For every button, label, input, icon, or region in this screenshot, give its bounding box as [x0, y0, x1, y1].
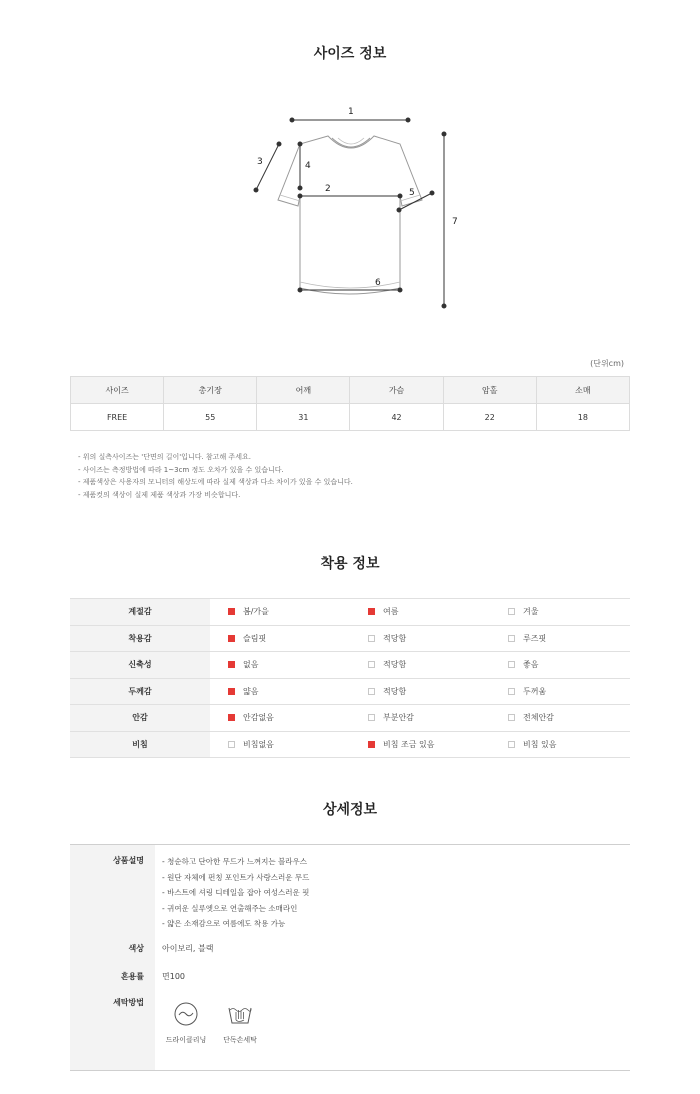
wear-option-label: 봄/가을: [243, 607, 269, 617]
measure-label-3: 3: [257, 157, 263, 167]
wear-option-cell: [350, 652, 490, 679]
list-item: - 청순하고 단아한 무드가 느껴지는 블라우스: [162, 857, 308, 866]
wear-option: [210, 686, 350, 697]
wear-option-cell: [490, 678, 630, 705]
unchecked-box-icon: [508, 608, 515, 615]
wear-info-table: [70, 598, 630, 758]
wear-option-cell: [210, 652, 350, 679]
list-item: - 얇은 소재감으로 여름에도 착용 가능: [162, 919, 286, 928]
wear-option-cell: [490, 705, 630, 732]
care-label: 세탁방법: [113, 998, 144, 1007]
color-value: 아이보리, 블랙: [162, 944, 214, 953]
wear-option-cell: [210, 625, 350, 652]
wear-option-label: 적당함: [383, 686, 407, 696]
wear-row-label: 비침: [70, 731, 210, 758]
size-table-header-row: [71, 377, 630, 404]
list-item: - 귀여운 실루엣으로 연출해주는 소매라인: [162, 903, 298, 913]
wear-option: [350, 739, 490, 750]
tshirt-collar-inner: [338, 138, 364, 144]
checked-box-icon: [368, 608, 375, 615]
size-cell: FREE: [71, 404, 164, 431]
wear-option-cell: [490, 599, 630, 626]
size-notes: [78, 451, 353, 501]
wear-info-title: 착용 정보: [320, 556, 380, 572]
measure-label-5: 5: [409, 188, 415, 198]
wear-option-cell: [490, 625, 630, 652]
size-cell: 42: [350, 404, 443, 431]
wear-option: [350, 659, 490, 670]
note-line: - 사이즈는 측정방법에 따라 1~3cm 정도 오차가 있을 수 있습니다.: [78, 465, 284, 474]
measure-label-1: 1: [348, 107, 354, 117]
wear-option: [210, 606, 350, 617]
size-header-armhole: 암홀: [443, 377, 536, 404]
size-cell: 18: [536, 404, 629, 431]
checked-box-icon: [228, 635, 235, 642]
wear-option-label: 적당함: [383, 633, 407, 643]
unit-label: (단위cm): [590, 359, 624, 368]
color-label: 색상: [128, 944, 144, 953]
size-cell: 31: [257, 404, 350, 431]
table-row: [70, 625, 630, 652]
care-text: 단독손세탁: [223, 1036, 257, 1044]
description-label: 상품설명: [113, 856, 144, 865]
checked-box-icon: [228, 714, 235, 721]
detail-info-box: [70, 844, 630, 1071]
wear-row-label: 계절감: [70, 599, 210, 626]
note-line: - 위의 실측사이즈는 '단면의 길이'입니다. 참고해 주세요.: [78, 453, 251, 461]
table-row: [70, 705, 630, 732]
wear-option: [490, 686, 630, 697]
size-header-chest: 가슴: [350, 377, 443, 404]
wear-option-cell: [490, 652, 630, 679]
measure-label-2: 2: [325, 184, 331, 194]
table-row: [70, 731, 630, 758]
wear-option: [210, 712, 350, 723]
wear-option: [490, 659, 630, 670]
wear-option-label: 슬림핏: [243, 633, 267, 643]
size-cell: 22: [443, 404, 536, 431]
checked-box-icon: [228, 608, 235, 615]
size-header-shoulder: 어깨: [257, 377, 350, 404]
checked-box-icon: [228, 661, 235, 668]
wear-option-cell: [210, 599, 350, 626]
unchecked-box-icon: [368, 714, 375, 721]
size-info-title: 사이즈 정보: [313, 46, 387, 62]
table-row: [70, 599, 630, 626]
table-row: [70, 678, 630, 705]
wear-option-label: 좋음: [523, 660, 539, 670]
wear-option: [350, 606, 490, 617]
wear-option: [490, 633, 630, 644]
wear-option: [210, 633, 350, 644]
wear-option-cell: [210, 731, 350, 758]
wear-option: [210, 659, 350, 670]
wear-option-label: 비침없음: [243, 739, 274, 749]
wear-option-label: 겨울: [523, 607, 539, 617]
wear-row-label: 착용감: [70, 625, 210, 652]
checked-box-icon: [368, 741, 375, 748]
size-table: [70, 376, 630, 431]
wear-option: [490, 739, 630, 750]
dry-clean-icon: [173, 1001, 199, 1027]
unchecked-box-icon: [368, 688, 375, 695]
hand-wash-icon: [227, 1001, 253, 1027]
measure-line-3: [256, 144, 279, 190]
wear-option: [350, 633, 490, 644]
wear-option-cell: [490, 731, 630, 758]
wear-option-label: 적당함: [383, 660, 407, 670]
description-list: [162, 854, 309, 932]
size-header-length: 총기장: [164, 377, 257, 404]
wear-option-label: 루즈핏: [523, 633, 547, 643]
table-row: [71, 404, 630, 431]
size-header-size: 사이즈: [71, 377, 164, 404]
note-line: - 제품색상은 사용자의 모니터의 해상도에 따라 실제 색상과 다소 차이가 있을 수 있습니다.: [78, 478, 353, 486]
wear-option: [350, 686, 490, 697]
detail-info-title: 상세정보: [322, 802, 378, 818]
material-label: 혼용률: [120, 972, 144, 981]
unchecked-box-icon: [508, 661, 515, 668]
care-text: 드라이클리닝: [165, 1036, 207, 1044]
garment-size-diagram: [240, 100, 480, 315]
wear-row-label: 두께감: [70, 678, 210, 705]
unchecked-box-icon: [508, 688, 515, 695]
unchecked-box-icon: [368, 635, 375, 642]
wear-option: [210, 739, 350, 750]
wear-option-label: 전체안감: [523, 713, 554, 723]
wear-option-label: 여름: [383, 607, 399, 617]
unchecked-box-icon: [368, 661, 375, 668]
wear-option-cell: [350, 731, 490, 758]
wear-row-label: 안감: [70, 705, 210, 732]
detail-label-column: [70, 845, 155, 1070]
wear-option-cell: [210, 705, 350, 732]
wear-option-label: 안감없음: [243, 713, 274, 723]
material-value: 면100: [162, 972, 185, 981]
size-cell: 55: [164, 404, 257, 431]
unchecked-box-icon: [228, 741, 235, 748]
unchecked-box-icon: [508, 714, 515, 721]
checked-box-icon: [228, 688, 235, 695]
wear-option-label: 두꺼움: [523, 686, 547, 696]
wear-option-label: 비침 조금 있음: [383, 739, 435, 749]
note-line: - 제품컷의 색상이 실제 제품 색상과 가장 비슷합니다.: [78, 490, 241, 499]
unchecked-box-icon: [508, 741, 515, 748]
table-row: [70, 652, 630, 679]
measure-label-4: 4: [305, 161, 311, 171]
wear-option-label: 부분안감: [383, 713, 414, 723]
wear-option-cell: [210, 678, 350, 705]
wear-option: [490, 712, 630, 723]
wear-option-label: 없음: [243, 660, 259, 670]
care-item-hand-wash: [210, 1001, 270, 1045]
wear-option-cell: [350, 599, 490, 626]
wear-row-label: 신축성: [70, 652, 210, 679]
measure-label-7: 7: [452, 217, 458, 227]
unchecked-box-icon: [508, 635, 515, 642]
list-item: - 원단 자체에 펀칭 포인트가 사랑스러운 무드: [162, 872, 310, 882]
wear-option-label: 비침 있음: [523, 739, 557, 749]
wear-option-label: 얇음: [243, 686, 259, 696]
wear-option: [350, 712, 490, 723]
measure-label-6: 6: [375, 278, 381, 288]
wear-option-cell: [350, 678, 490, 705]
wear-option-cell: [350, 705, 490, 732]
wear-option-cell: [350, 625, 490, 652]
size-header-sleeve: 소매: [536, 377, 629, 404]
list-item: - 바스트에 셔링 디테일을 잡아 여성스러운 핏: [162, 888, 310, 897]
care-item-dry-clean: [156, 1001, 216, 1045]
wear-option: [490, 606, 630, 617]
